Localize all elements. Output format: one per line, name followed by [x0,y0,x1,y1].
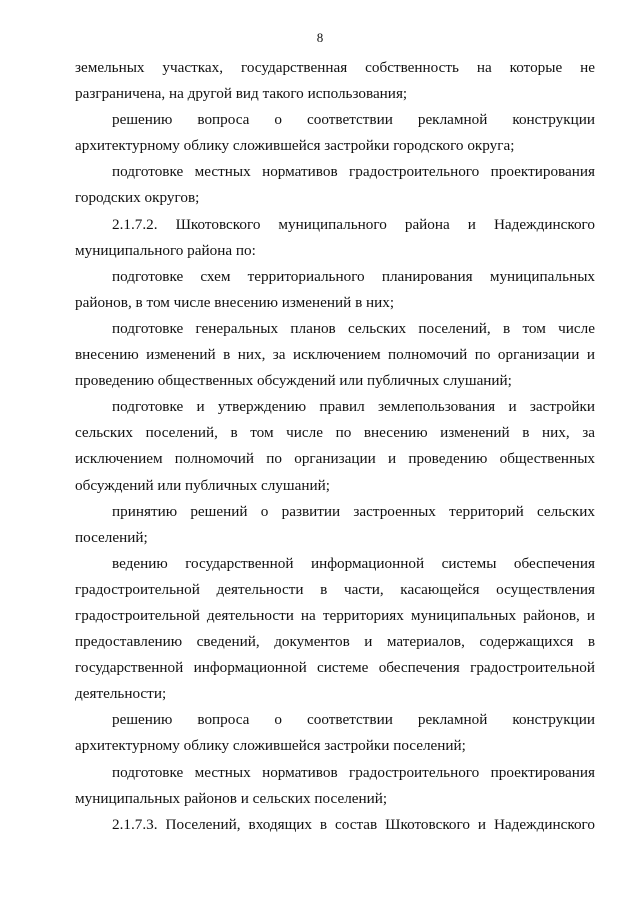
paragraph-information-system: ведению государственной информационной системы обеспечения градостроительной деятельности в части, касающейся осуществления градостроительной деятельности на территориях муниципальных районов, и предоставлению сведений, документов и материалов, содержащихся в государственной информационной системе обеспечения градостроительной деятельности; [75,554,595,703]
page-number: 8 [316,30,324,45]
document-body [75,55,595,838]
paragraph-general-plans: подготовке генеральных планов сельских поселений, в том числе внесению изменений в них, за исключением полномочий по организации и проведению общественных обсуждений или публичных слушаний; [75,319,595,390]
paragraph-standards-city: подготовке местных нормативов градостроительного проектирования городских округов; [75,163,595,207]
paragraph-advertising-city: решению вопроса о соответствии рекламной конструкции архитектурному облику сложившейся застройки городского округа; [75,111,595,155]
paragraph-clause-2-1-7-3: 2.1.7.3. Поселений, входящих в состав Шкотовского и Надеждинского [112,815,595,833]
paragraph-continuation: земельных участках, государственная собственность на которые не разграничена, на другой вид такого использования; [75,59,595,103]
paragraph-standards-districts: подготовке местных нормативов градостроительного проектирования муниципальных районов и сельских поселений; [75,763,595,807]
paragraph-land-use-rules: подготовке и утверждению правил землепользования и застройки сельских поселений, в том числе по внесению изменений в них, за исключением полномочий по организации и проведению общественных обсуждений или публичных слушаний; [75,398,595,494]
paragraph-advertising-settlements: решению вопроса о соответствии рекламной конструкции архитектурному облику сложившейся застройки поселений; [75,711,595,755]
paragraph-clause-2-1-7-2: 2.1.7.2. Шкотовского муниципального района и Надеждинского муниципального района по: [75,215,595,259]
paragraph-built-up-territories: принятию решений о развитии застроенных территорий сельских поселений; [75,502,595,546]
paragraph-territorial-planning: подготовке схем территориального планирования муниципальных районов, в том числе внесению изменений в них; [75,267,595,311]
